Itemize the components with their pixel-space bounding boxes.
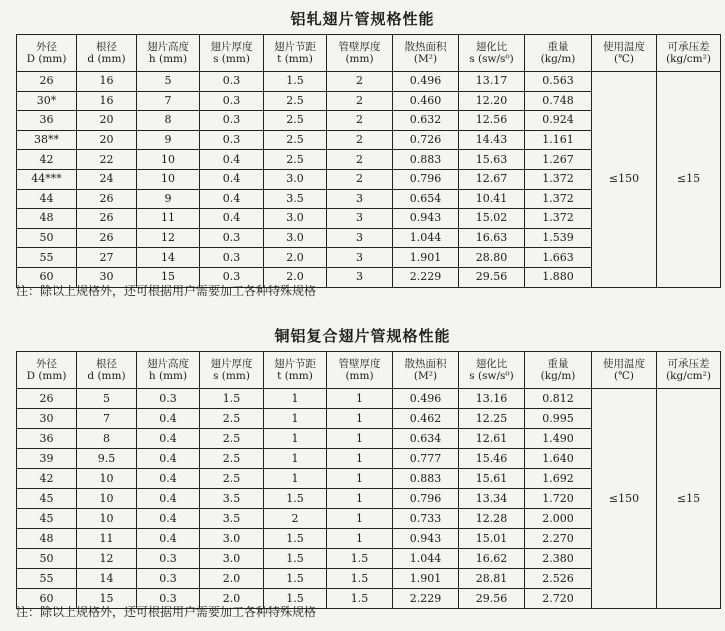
- table-cell: 7: [77, 409, 137, 429]
- table-cell: 0.496: [393, 72, 459, 92]
- table-cell: 29.56: [459, 589, 525, 609]
- table-cell: 12.56: [459, 111, 525, 131]
- table-cell: 0.460: [393, 91, 459, 111]
- column-header-label: 根径: [96, 358, 117, 370]
- table-cell: 16: [77, 91, 137, 111]
- table-cell: 0.634: [393, 429, 459, 449]
- table-cell: 2.0: [264, 267, 327, 287]
- table-cell: 2: [327, 130, 393, 150]
- table-cell: 0.4: [200, 209, 264, 229]
- table-cell: 36: [17, 111, 77, 131]
- table-cell: 1: [327, 489, 393, 509]
- table-cell: 14.43: [459, 130, 525, 150]
- table-cell: 1.880: [525, 267, 592, 287]
- table-cell: 3.5: [264, 189, 327, 209]
- table-cell: 48: [17, 529, 77, 549]
- table-cell: 12.61: [459, 429, 525, 449]
- copper-aluminum-fin-tube-table: [16, 351, 721, 609]
- table-cell: 1.161: [525, 130, 592, 150]
- table-cell: 42: [17, 469, 77, 489]
- table-cell: 12: [137, 228, 200, 248]
- column-header-label: 使用温度: [603, 358, 645, 370]
- column-header-label: 翅片节距: [274, 358, 316, 370]
- table-cell: 15.46: [459, 449, 525, 469]
- table-cell: 30*: [17, 91, 77, 111]
- column-header-label: 散热面积: [404, 41, 447, 53]
- table-cell: 1.5: [327, 549, 393, 569]
- table-cell: 0.4: [137, 529, 200, 549]
- table-cell: 10: [77, 469, 137, 489]
- table-cell: 3: [327, 189, 393, 209]
- table-cell: 12.28: [459, 509, 525, 529]
- table-cell: 0.883: [393, 469, 459, 489]
- table-cell: 11: [137, 209, 200, 229]
- table-cell: 10: [77, 489, 137, 509]
- table-cell: 2.229: [393, 589, 459, 609]
- column-header: [657, 35, 721, 72]
- table-cell: 12: [77, 549, 137, 569]
- column-header-label: 根径: [96, 41, 117, 53]
- table-cell: 1.640: [525, 449, 592, 469]
- table-cell: 0.3: [200, 111, 264, 131]
- table-cell: 0.3: [137, 569, 200, 589]
- table-cell: 0.4: [137, 489, 200, 509]
- column-header: [17, 35, 77, 72]
- table-cell: 20: [77, 130, 137, 150]
- table-cell: 3: [327, 267, 393, 287]
- column-header-label: 翅化比: [475, 358, 508, 370]
- column-header: [592, 352, 657, 389]
- table-cell: 2: [264, 509, 327, 529]
- table-cell: 0.924: [525, 111, 592, 131]
- table-cell: 3.0: [264, 209, 327, 229]
- table-cell: 0.4: [137, 429, 200, 449]
- pressure-cell: ≤15: [657, 389, 721, 609]
- temperature-cell: ≤150: [592, 389, 657, 609]
- table-cell: 2.0: [200, 589, 264, 609]
- table-cell: 0.748: [525, 91, 592, 111]
- table-cell: 2: [327, 111, 393, 131]
- table-cell: 1.901: [393, 569, 459, 589]
- table-cell: 28.81: [459, 569, 525, 589]
- column-header: [264, 352, 327, 389]
- table-cell: 2: [327, 150, 393, 170]
- table-cell: 0.4: [137, 409, 200, 429]
- column-header-unit: d (mm): [87, 370, 126, 382]
- table-cell: 26: [77, 228, 137, 248]
- column-header: [592, 35, 657, 72]
- table-cell: 1.5: [327, 569, 393, 589]
- table-cell: 15: [137, 267, 200, 287]
- column-header-unit: (M²): [413, 53, 438, 65]
- table-cell: 2.526: [525, 569, 592, 589]
- table-cell: 1: [327, 449, 393, 469]
- table-cell: 1.663: [525, 248, 592, 268]
- table-cell: 16.63: [459, 228, 525, 248]
- table-cell: 1: [264, 389, 327, 409]
- table-cell: 13.16: [459, 389, 525, 409]
- column-header: [200, 352, 264, 389]
- column-header-unit: D (mm): [26, 370, 67, 382]
- table-cell: 0.3: [200, 130, 264, 150]
- column-header-unit: (kg/m): [540, 53, 576, 65]
- table-cell: 29.56: [459, 267, 525, 287]
- table-cell: 15: [77, 589, 137, 609]
- table-cell: 2.0: [200, 569, 264, 589]
- table-cell: 60: [17, 589, 77, 609]
- table-cell: 0.726: [393, 130, 459, 150]
- table-cell: 0.563: [525, 72, 592, 92]
- table-cell: 16: [77, 72, 137, 92]
- column-header: [137, 352, 200, 389]
- column-header-label: 重量: [547, 358, 569, 370]
- table-cell: 0.733: [393, 509, 459, 529]
- table-cell: 0.4: [137, 509, 200, 529]
- table-cell: 26: [77, 209, 137, 229]
- column-header-label: 散热面积: [404, 358, 447, 370]
- column-header-label: 外径: [36, 41, 57, 53]
- column-header-unit: (kg/m): [540, 370, 576, 382]
- column-header-label: 外径: [36, 358, 57, 370]
- table-cell: 1.5: [264, 549, 327, 569]
- column-header-unit: (kg/cm²): [666, 370, 711, 382]
- table-cell: 12.25: [459, 409, 525, 429]
- column-header: [525, 352, 592, 389]
- table-cell: 2.5: [200, 469, 264, 489]
- table-cell: 3.5: [200, 489, 264, 509]
- column-header-unit: h (mm): [148, 53, 188, 65]
- column-header-unit: (kg/cm²): [666, 53, 711, 65]
- table-cell: 1: [327, 529, 393, 549]
- table-cell: 13.17: [459, 72, 525, 92]
- column-header: [264, 35, 327, 72]
- table1-title: 铝轧翅片管规格性能: [290, 10, 435, 28]
- table-cell: 8: [77, 429, 137, 449]
- column-header-label: 翅片厚度: [210, 358, 253, 370]
- table-cell: 0.3: [200, 72, 264, 92]
- column-header-unit: s (mm): [213, 370, 250, 382]
- table-cell: 1.5: [264, 569, 327, 589]
- column-header-unit: t (mm): [277, 370, 313, 382]
- table-cell: 0.4: [137, 449, 200, 469]
- table-cell: 2.229: [393, 267, 459, 287]
- table-cell: 1.372: [525, 209, 592, 229]
- table-cell: 1.5: [264, 589, 327, 609]
- table-cell: 1.372: [525, 169, 592, 189]
- column-header: [17, 352, 77, 389]
- table-cell: 1.490: [525, 429, 592, 449]
- table-cell: 2.5: [264, 111, 327, 131]
- table-cell: 1.372: [525, 189, 592, 209]
- table-cell: 0.995: [525, 409, 592, 429]
- column-header-label: 管壁厚度: [338, 358, 381, 370]
- table-cell: 24: [77, 169, 137, 189]
- table1-note: 注：除以上规格外，还可根据用户需要加工各种特殊规格: [16, 284, 317, 298]
- column-header-label: 管壁厚度: [338, 41, 381, 53]
- column-header: [393, 352, 459, 389]
- table-cell: 1.5: [327, 589, 393, 609]
- table-cell: 1: [327, 409, 393, 429]
- table-cell: 1: [264, 449, 327, 469]
- table-cell: 0.3: [200, 228, 264, 248]
- column-header: [657, 352, 721, 389]
- table-cell: 2.5: [200, 429, 264, 449]
- table-cell: 1.5: [264, 529, 327, 549]
- column-header: [459, 352, 525, 389]
- table-cell: 0.796: [393, 169, 459, 189]
- table-cell: 1.044: [393, 228, 459, 248]
- column-header-label: 翅片高度: [147, 358, 189, 370]
- table-cell: 0.777: [393, 449, 459, 469]
- table-row: [17, 389, 721, 409]
- table-cell: 2: [327, 72, 393, 92]
- table-cell: 1.5: [200, 389, 264, 409]
- table-cell: 0.883: [393, 150, 459, 170]
- table-cell: 1.901: [393, 248, 459, 268]
- table-cell: 1.044: [393, 549, 459, 569]
- table-cell: 55: [17, 569, 77, 589]
- table-cell: 3.0: [264, 228, 327, 248]
- column-header-label: 翅片厚度: [210, 41, 253, 53]
- table-cell: 12.67: [459, 169, 525, 189]
- table-cell: 1: [327, 469, 393, 489]
- table-cell: 9: [137, 130, 200, 150]
- aluminum-fin-tube-table: [16, 34, 721, 288]
- table-cell: 8: [137, 111, 200, 131]
- temperature-cell: ≤150: [592, 72, 657, 288]
- table-cell: 10: [137, 150, 200, 170]
- table-cell: 2: [327, 169, 393, 189]
- column-header-unit: D (mm): [26, 53, 67, 65]
- table-cell: 27: [77, 248, 137, 268]
- table-cell: 26: [77, 189, 137, 209]
- table-cell: 3.5: [200, 509, 264, 529]
- column-header: [327, 352, 393, 389]
- column-header-label: 翅化比: [475, 41, 508, 53]
- table-cell: 1: [327, 389, 393, 409]
- table-cell: 42: [17, 150, 77, 170]
- column-header-unit: (℃): [614, 53, 634, 65]
- column-header: [77, 352, 137, 389]
- table-cell: 0.3: [137, 389, 200, 409]
- table-cell: 0.4: [137, 469, 200, 489]
- table-header-row: [17, 352, 721, 389]
- table-cell: 16.62: [459, 549, 525, 569]
- column-header-label: 重量: [547, 41, 569, 53]
- table-cell: 2: [327, 91, 393, 111]
- table-cell: 2.5: [264, 91, 327, 111]
- table-cell: 1: [264, 409, 327, 429]
- column-header-label: 翅片高度: [147, 41, 189, 53]
- table-cell: 1.692: [525, 469, 592, 489]
- table-cell: 10: [77, 509, 137, 529]
- table-cell: 22: [77, 150, 137, 170]
- table-cell: 38**: [17, 130, 77, 150]
- column-header: [200, 35, 264, 72]
- table-cell: 0.3: [137, 549, 200, 569]
- table-cell: 0.4: [200, 189, 264, 209]
- table-cell: 15.02: [459, 209, 525, 229]
- table-cell: 1.720: [525, 489, 592, 509]
- table-cell: 1: [264, 469, 327, 489]
- table-cell: 9: [137, 189, 200, 209]
- table-cell: 45: [17, 509, 77, 529]
- column-header: [525, 35, 592, 72]
- column-header-unit: (M²): [413, 370, 438, 382]
- table-cell: 26: [17, 72, 77, 92]
- column-header-label: 使用温度: [603, 41, 645, 53]
- table-cell: 15.61: [459, 469, 525, 489]
- table-cell: 0.496: [393, 389, 459, 409]
- column-header-unit: s (sw/s⁰): [469, 53, 514, 65]
- table-cell: 30: [77, 267, 137, 287]
- table-cell: 3: [327, 248, 393, 268]
- table-cell: 30: [17, 409, 77, 429]
- table-cell: 1: [264, 429, 327, 449]
- pressure-cell: ≤15: [657, 72, 721, 288]
- table-cell: 0.3: [200, 248, 264, 268]
- column-header-unit: (mm): [345, 53, 374, 65]
- column-header-unit: t (mm): [277, 53, 313, 65]
- table-cell: 26: [17, 389, 77, 409]
- table-cell: 15.63: [459, 150, 525, 170]
- table-cell: 14: [77, 569, 137, 589]
- table-cell: 0.632: [393, 111, 459, 131]
- table-cell: 60: [17, 267, 77, 287]
- table-cell: 44: [17, 189, 77, 209]
- column-header-label: 翅片节距: [274, 41, 316, 53]
- table-cell: 36: [17, 429, 77, 449]
- column-header-unit: s (mm): [213, 53, 250, 65]
- table-cell: 2.720: [525, 589, 592, 609]
- table-cell: 0.3: [200, 267, 264, 287]
- table-cell: 0.654: [393, 189, 459, 209]
- table-cell: 55: [17, 248, 77, 268]
- table-cell: 0.3: [137, 589, 200, 609]
- table-cell: 5: [77, 389, 137, 409]
- table-cell: 1.5: [264, 489, 327, 509]
- column-header-unit: d (mm): [87, 53, 126, 65]
- table-cell: 11: [77, 529, 137, 549]
- table-cell: 9.5: [77, 449, 137, 469]
- column-header: [327, 35, 393, 72]
- table2-title: 铜铝复合翅片管规格性能: [274, 327, 451, 345]
- column-header: [137, 35, 200, 72]
- table-cell: 5: [137, 72, 200, 92]
- table-cell: 10: [137, 169, 200, 189]
- table-cell: 39: [17, 449, 77, 469]
- table2-note: 注：除以上规格外，还可根据用户需要加工各种特殊规格: [16, 605, 317, 619]
- table-cell: 50: [17, 228, 77, 248]
- table-cell: 2.5: [264, 130, 327, 150]
- column-header: [393, 35, 459, 72]
- table-cell: 0.796: [393, 489, 459, 509]
- table-cell: 1: [327, 509, 393, 529]
- table-cell: 44***: [17, 169, 77, 189]
- table-cell: 3.0: [264, 169, 327, 189]
- table-cell: 45: [17, 489, 77, 509]
- table-cell: 3: [327, 228, 393, 248]
- table-cell: 0.943: [393, 209, 459, 229]
- table-cell: 1.267: [525, 150, 592, 170]
- table-cell: 1.5: [264, 72, 327, 92]
- table-cell: 0.943: [393, 529, 459, 549]
- column-header-label: 可承压差: [667, 41, 710, 53]
- column-header-label: 可承压差: [667, 358, 710, 370]
- table-cell: 3.0: [200, 529, 264, 549]
- table-cell: 1.539: [525, 228, 592, 248]
- table-cell: 7: [137, 91, 200, 111]
- table-cell: 2.5: [264, 150, 327, 170]
- table-cell: 0.4: [200, 169, 264, 189]
- column-header-unit: (℃): [614, 370, 634, 382]
- column-header: [459, 35, 525, 72]
- table-cell: 2.000: [525, 509, 592, 529]
- table-cell: 12.20: [459, 91, 525, 111]
- table-cell: 2.0: [264, 248, 327, 268]
- table-cell: 13.34: [459, 489, 525, 509]
- table-cell: 3: [327, 209, 393, 229]
- table-cell: 15.01: [459, 529, 525, 549]
- table-cell: 50: [17, 549, 77, 569]
- table-cell: 2.380: [525, 549, 592, 569]
- table-cell: 28.80: [459, 248, 525, 268]
- table-cell: 0.462: [393, 409, 459, 429]
- table-cell: 1: [327, 429, 393, 449]
- table-cell: 48: [17, 209, 77, 229]
- table-cell: 3.0: [200, 549, 264, 569]
- table-cell: 14: [137, 248, 200, 268]
- table-cell: 0.4: [200, 150, 264, 170]
- column-header-unit: s (sw/s⁰): [469, 370, 514, 382]
- table-header-row: [17, 35, 721, 72]
- table-row: [17, 72, 721, 92]
- table-cell: 2.5: [200, 449, 264, 469]
- table-cell: 2.5: [200, 409, 264, 429]
- table-cell: 20: [77, 111, 137, 131]
- column-header-unit: h (mm): [148, 370, 188, 382]
- table-cell: 0.3: [200, 91, 264, 111]
- table-cell: 2.270: [525, 529, 592, 549]
- table-cell: 10.41: [459, 189, 525, 209]
- column-header: [77, 35, 137, 72]
- column-header-unit: (mm): [345, 370, 374, 382]
- table-cell: 0.812: [525, 389, 592, 409]
